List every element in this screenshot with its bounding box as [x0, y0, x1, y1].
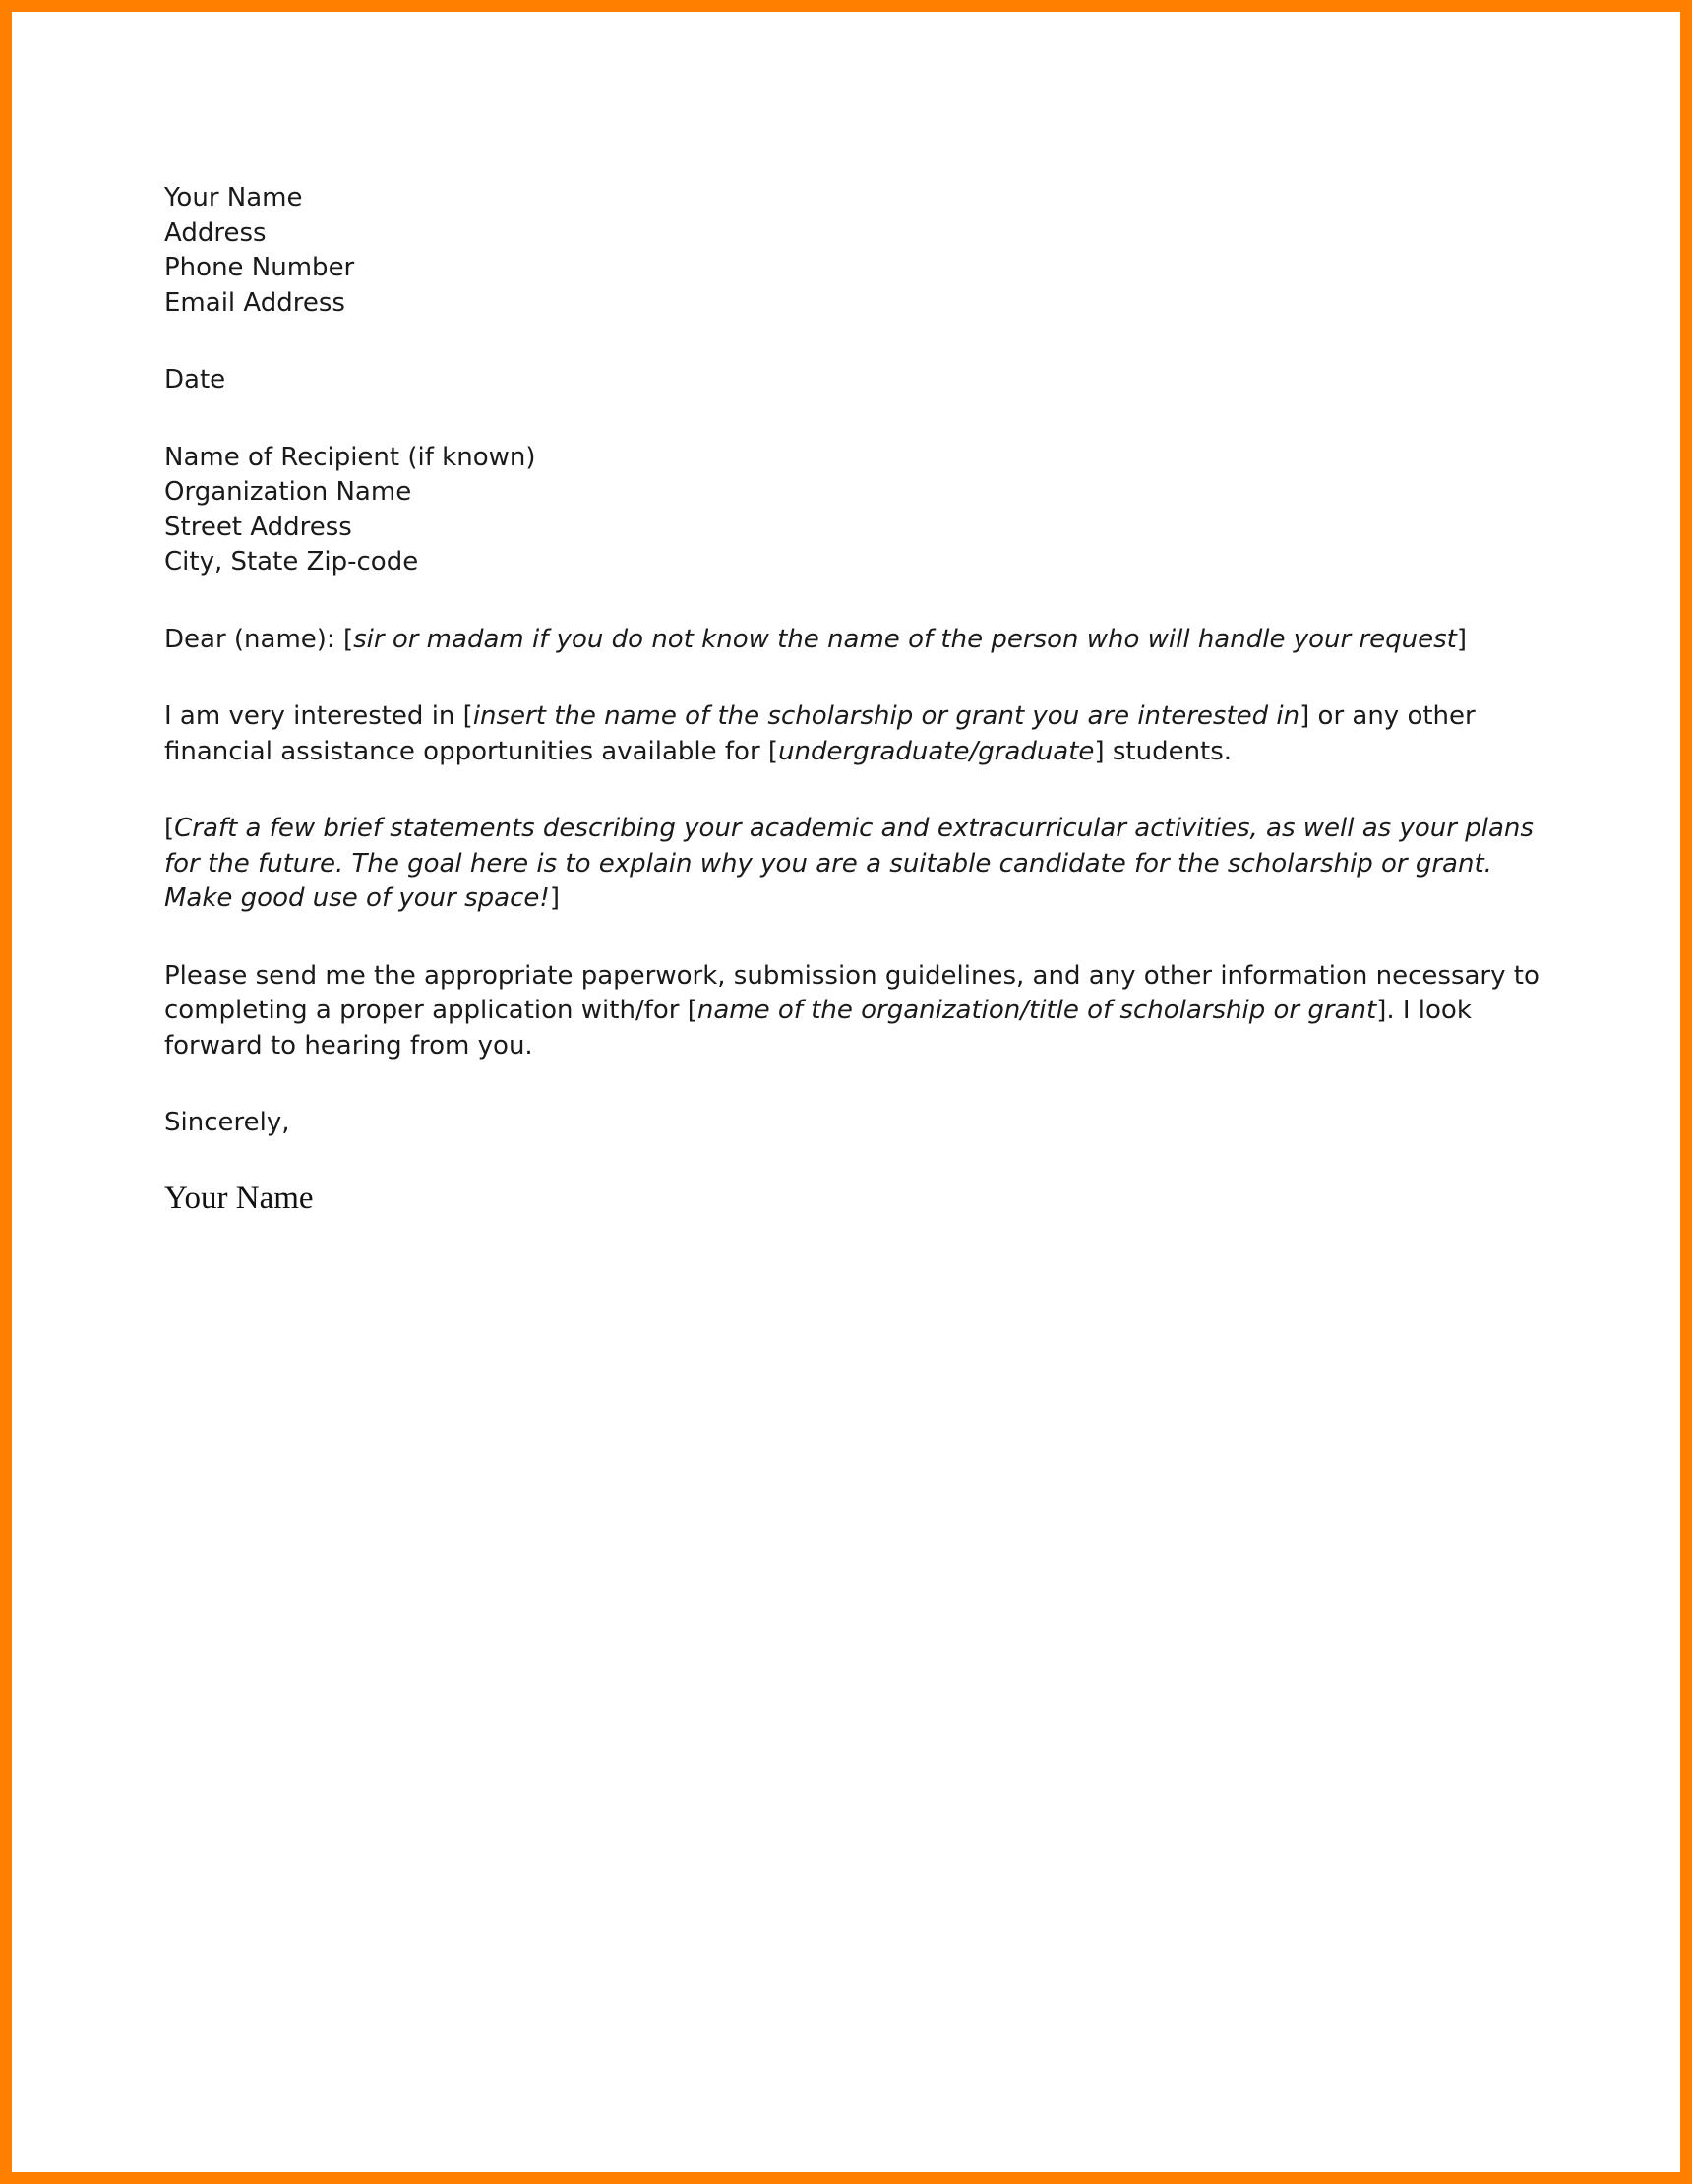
- paragraph-interest: [164, 699, 1561, 769]
- paragraph-statements-close: ]: [549, 883, 560, 913]
- paragraph-request: [164, 959, 1561, 1064]
- recipient-organization: Organization Name: [164, 477, 412, 507]
- recipient-street: Street Address: [164, 512, 352, 542]
- recipient-name: Name of Recipient (if known): [164, 442, 536, 472]
- paragraph-request-part1: Please send me the appropriate paperwork, submission guidelines, and any other information necessary to completing a proper application with/for [: [164, 960, 1540, 1025]
- paragraph-statements: [164, 812, 1561, 917]
- paragraph-interest-placeholder2: undergraduate/graduate: [778, 736, 1095, 766]
- paragraph-interest-part1: I am very interested in [: [164, 701, 473, 731]
- paragraph-statements-open: [: [164, 814, 175, 843]
- recipient-city-state-zip: City, State Zip-code: [164, 547, 419, 576]
- sender-block: [164, 181, 1561, 321]
- paragraph-request-part2: ]. I look forward to hearing from you.: [164, 996, 1472, 1061]
- closing: Sincerely,: [164, 1108, 290, 1137]
- sender-name: Your Name: [164, 183, 303, 212]
- salutation-placeholder: sir or madam if you do not know the name of the person who will handle your request: [353, 624, 1457, 654]
- salutation-lead: Dear (name): [: [164, 624, 354, 654]
- paragraph-interest-part2: ] or any other financial assistance opportunities available for [: [164, 701, 1476, 766]
- date-block: [164, 363, 1561, 398]
- paragraph-interest-part3: ] students.: [1094, 736, 1233, 766]
- letter-date: Date: [164, 365, 226, 394]
- paragraph-statements-placeholder: Craft a few brief statements describing your academic and extracurricular activities, as well as your plans for the future. The goal here is to explain why you are a suitable candidate for the scholarship or grant. Make good use of your space!: [164, 814, 1534, 913]
- sender-email: Email Address: [164, 287, 345, 318]
- letter-body: [164, 181, 1561, 1218]
- sender-phone: Phone Number: [164, 253, 355, 282]
- paragraph-request-placeholder: name of the organization/title of scholarship or grant: [696, 996, 1377, 1025]
- signature: Your Name: [164, 1180, 314, 1216]
- salutation-tail: ]: [1456, 624, 1467, 654]
- recipient-block: [164, 441, 1561, 580]
- paragraph-interest-placeholder1: insert the name of the scholarship or grant you are interested in: [472, 701, 1300, 731]
- sender-address: Address: [164, 217, 267, 248]
- salutation: [164, 623, 1561, 658]
